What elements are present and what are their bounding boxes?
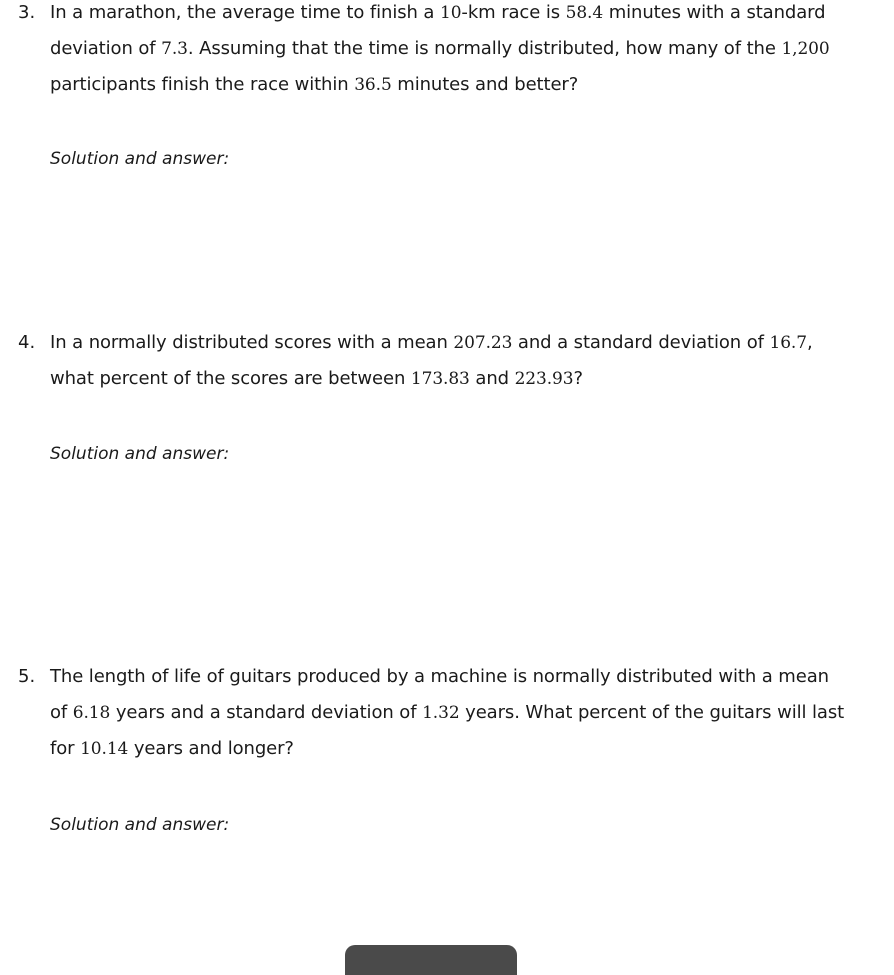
solution-label: Solution and answer: [50, 815, 230, 835]
solution-label: Solution and answer: [50, 444, 230, 464]
solution-label: Solution and answer: [50, 149, 230, 169]
question-number: 3. [18, 2, 36, 23]
bottom-toolbar-tab[interactable] [345, 945, 517, 975]
question-text: In a marathon, the average time to finish a 10-km race is 58.4 minutes with a standard deviation of 7.3. Assuming that the time is normally distributed, how many of the 1,200 participants finish the race within 36.5 minutes and better? [50, 2, 830, 95]
question-number: 4. [18, 332, 36, 353]
question-number: 5. [18, 666, 36, 687]
question-text: In a normally distributed scores with a mean 207.23 and a standard deviation of 16.7, what percent of the scores are between 173.83 and 223.93? [50, 332, 813, 389]
question-text: The length of life of guitars produced by a machine is normally distributed with a mean of 6.18 years and a standard deviation of 1.32 years. What percent of the guitars will last for 10.14 years and longer? [50, 666, 845, 759]
